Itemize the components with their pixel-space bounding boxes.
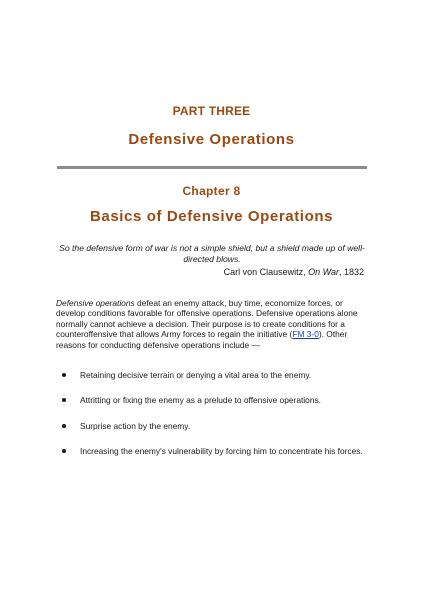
list-item-text: Increasing the enemy's vulnerability by forcing him to concentrate his forces. [80,446,363,457]
list-item [62,370,372,380]
epigraph-attribution [224,267,364,277]
intro-text-after-link: ). Other reasons for conducting defensive operations include — [56,329,348,350]
chapter-label: Chapter 8 [182,184,241,198]
epigraph-year: , 1832 [338,267,364,277]
intro-term: Defensive operations [56,298,135,308]
part-title: Defensive Operations [128,131,295,148]
horizontal-rule [57,166,367,169]
epigraph-work: On War [308,267,339,277]
list-item-text: Surprise action by the enemy. [80,420,191,431]
bullet-icon [62,424,66,428]
epigraph-quote: So the defensive form of war is not a simple shield, but a shield made up of well-directed blows. [59,243,365,264]
epigraph-author: Carl von Clausewitz, [223,267,309,277]
list-item-text: Retaining decisive terrain or denying a vital area to the enemy. [80,370,312,380]
list-item [62,446,372,456]
part-label: PART THREE [172,104,251,118]
list-item [62,395,372,405]
intro-text-before-link: defeat an enemy attack, buy time, economize forces, or develop conditions favorable for offensive operations. Defensive operations alone normally cannot achieve a decision. Their purpose is to create conditions for a counteroffensive that allows Army forces to regain the initiative ( [56,298,358,340]
reasons-list [62,370,372,472]
list-item-text: Attritting or fixing the enemy as a prelude to offensive operations. [80,395,321,406]
intro-paragraph [56,298,368,350]
list-item [62,421,372,431]
fm-reference-link[interactable]: FM 3-0 [292,329,319,340]
chapter-title: Basics of Defensive Operations [89,208,334,225]
bullet-icon [62,398,66,402]
bullet-icon [62,449,66,453]
bullet-icon [62,373,66,377]
